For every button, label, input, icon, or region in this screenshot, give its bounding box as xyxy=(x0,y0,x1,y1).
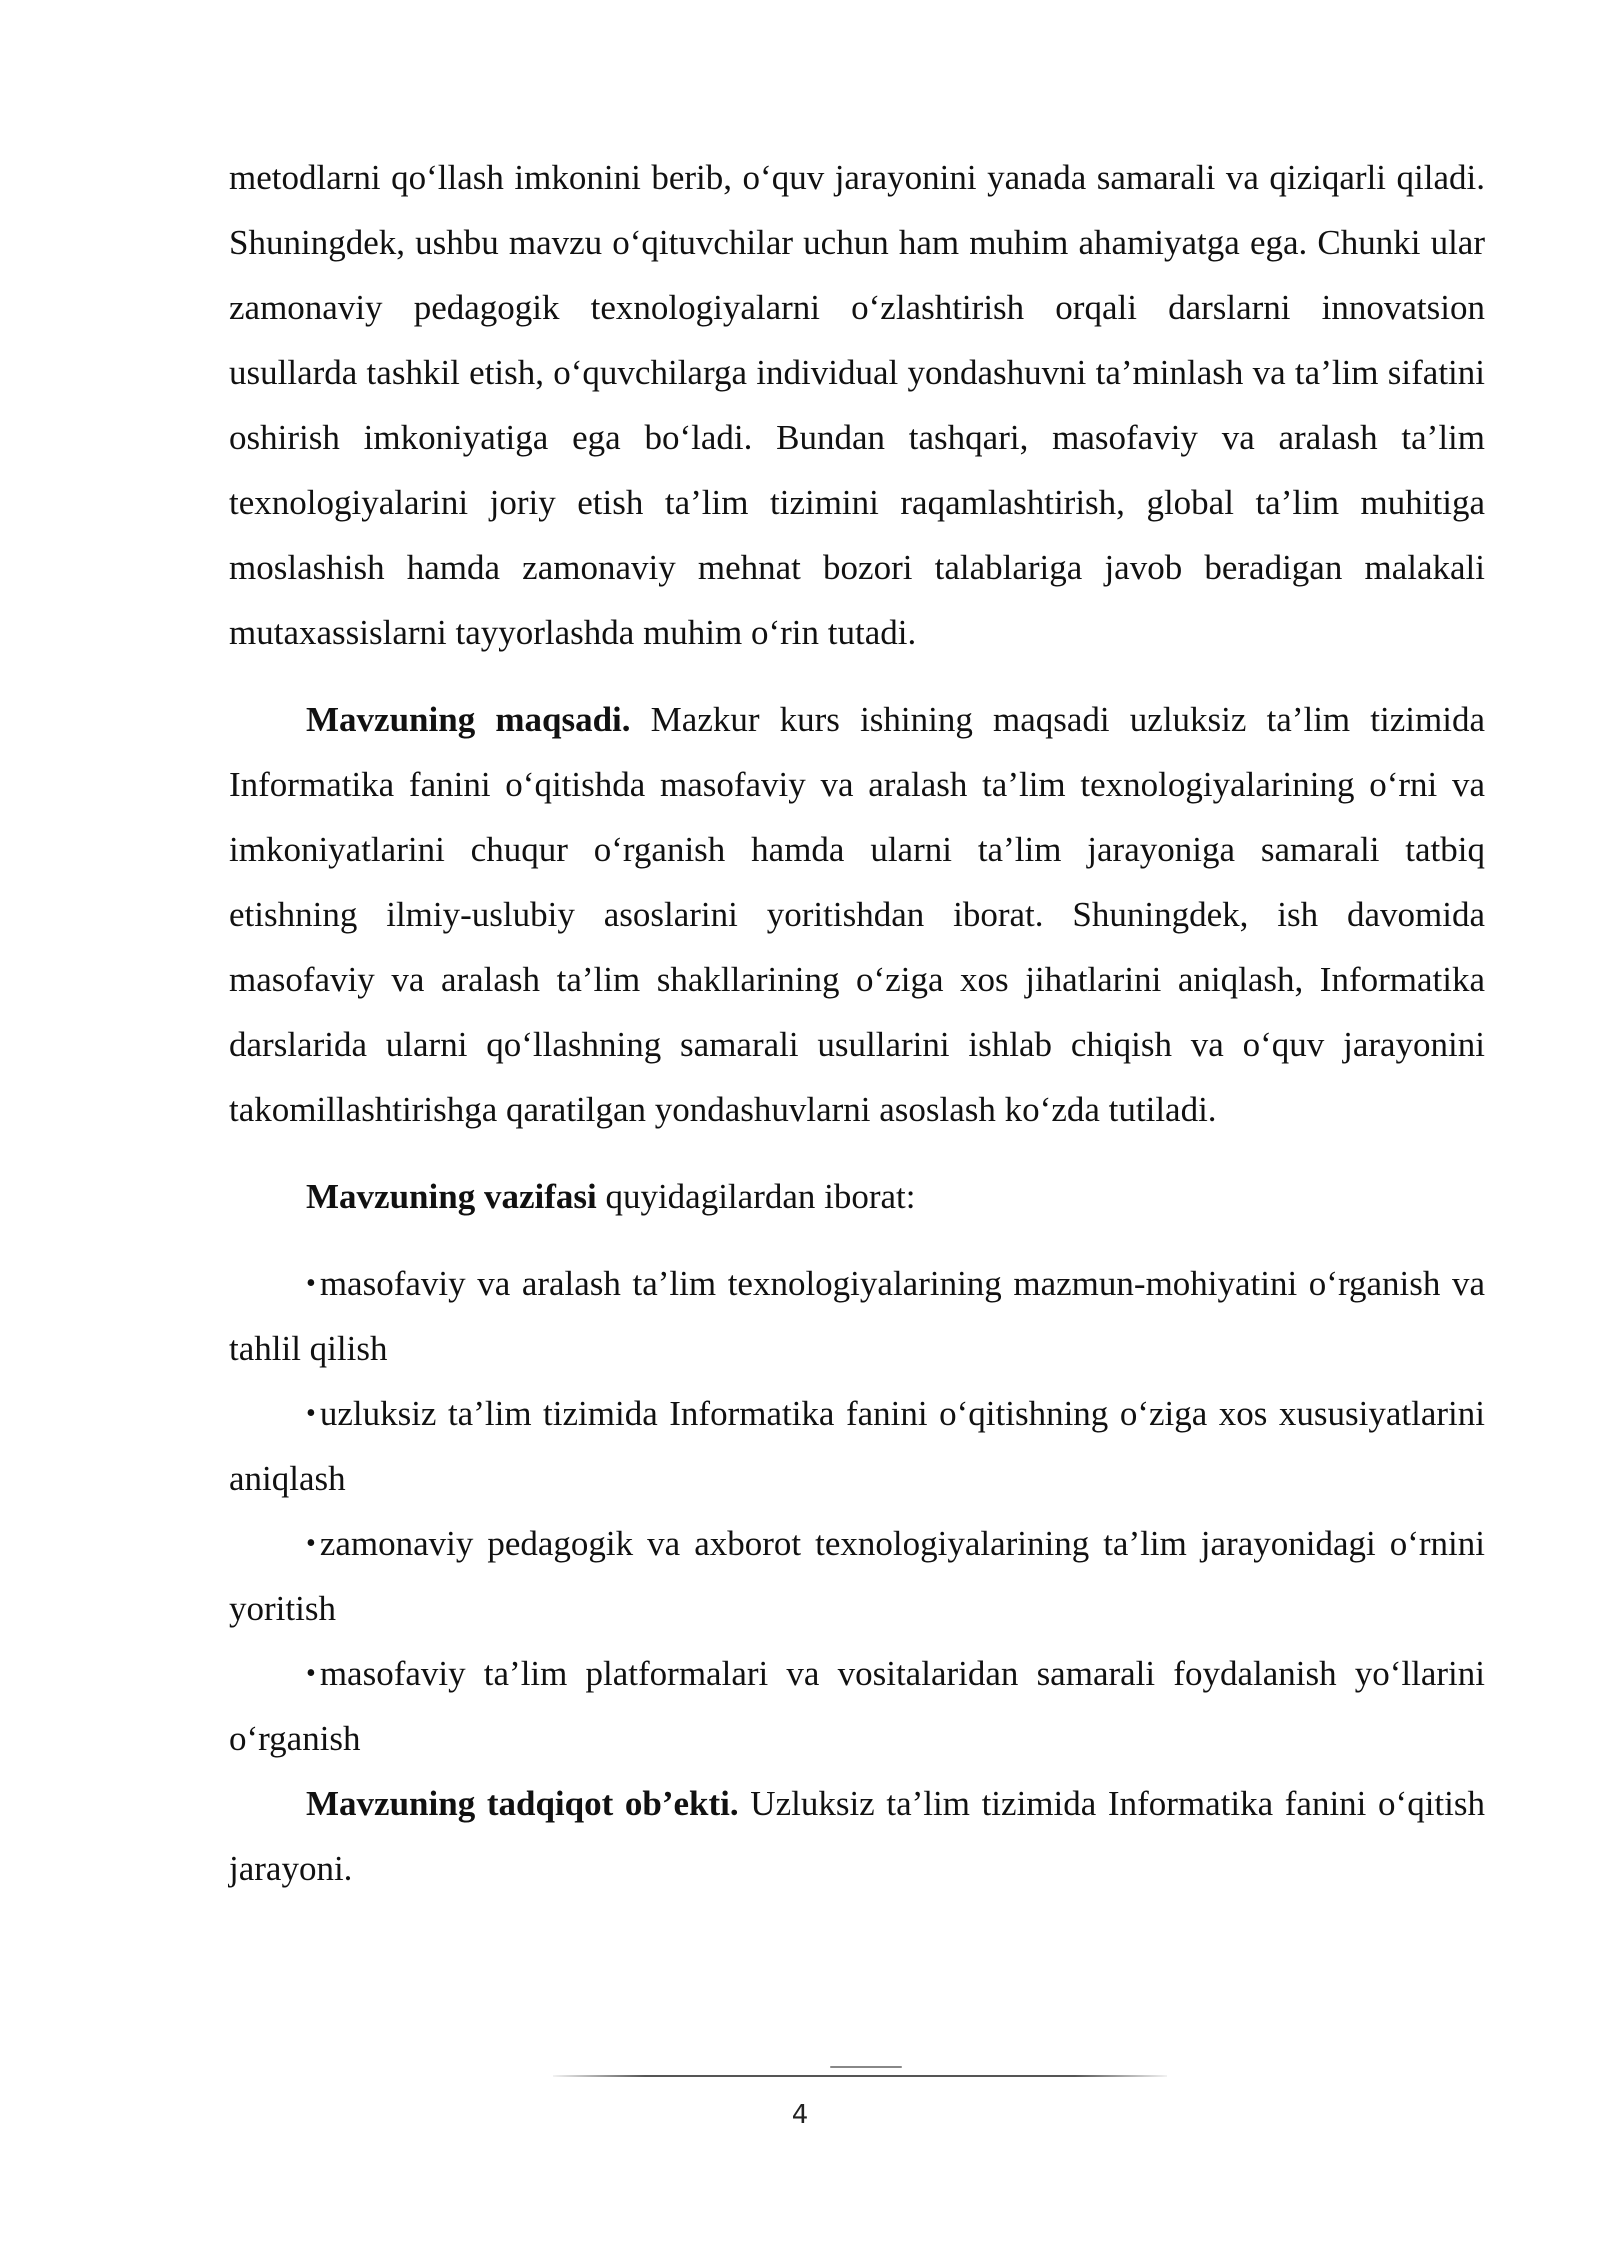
list-item xyxy=(229,1511,1485,1641)
footer-divider xyxy=(553,2075,1167,2077)
goal-text: Mazkur kurs ishining maqsadi uzluksiz ta’lim tizimida Informatika fanini o‘qitishda masofaviy va aralash ta’lim texnologiyalarining o‘rni va imkoniyatlarini chuqur o‘rganish hamda ularni ta’lim jarayoniga samarali tatbiq etishning ilmiy-uslubiy asoslarini yoritishdan iborat. Shuningdek, ish davomida masofaviy va aralash ta’lim shakllarining o‘ziga xos jihatlarini aniqlash, Informatika darslarida ularni qo‘llashning samarali usullarini ishlab chiqish va o‘quv jarayonini takomillashtirishga qaratilgan yondashuvlarni asoslash ko‘zda tutiladi. xyxy=(229,700,1485,1129)
bullet-icon: • xyxy=(306,1658,316,1689)
bullet-icon: • xyxy=(306,1398,316,1429)
object-text: Uzluksiz ta’lim tizimida Informatika fanini o‘qitish jarayoni. xyxy=(229,1784,1485,1888)
tasks-paragraph xyxy=(229,1164,1485,1229)
object-heading: Mavzuning tadqiqot ob’ekti. xyxy=(306,1784,739,1823)
object-paragraph xyxy=(229,1771,1485,1901)
goal-paragraph xyxy=(229,687,1485,1142)
goal-heading: Mavzuning maqsadi. xyxy=(306,700,631,739)
list-item xyxy=(229,1251,1485,1381)
page-number: 4 xyxy=(791,2100,809,2130)
list-item-text: masofaviy va aralash ta’lim texnologiyalarining mazmun-mohiyatini o‘rganish va tahlil qilish xyxy=(229,1264,1485,1368)
tasks-text: quyidagilardan iborat: xyxy=(596,1177,916,1216)
document-body xyxy=(229,145,1485,1901)
tasks-heading: Mavzuning vazifasi xyxy=(306,1177,597,1216)
bullet-icon: • xyxy=(306,1528,316,1559)
tasks-list xyxy=(229,1251,1485,1771)
bullet-icon: • xyxy=(306,1268,316,1299)
list-item xyxy=(229,1641,1485,1771)
list-item-text: uzluksiz ta’lim tizimida Informatika fanini o‘qitishning o‘ziga xos xususiyatlarini aniqlash xyxy=(229,1394,1485,1498)
list-item-text: masofaviy ta’lim platformalari va vositalaridan samarali foydalanish yo‘llarini o‘rganish xyxy=(229,1654,1485,1758)
footer-accent-line xyxy=(830,2066,902,2068)
list-item-text: zamonaviy pedagogik va axborot texnologiyalarining ta’lim jarayonidagi o‘rnini yoritish xyxy=(229,1524,1485,1628)
list-item xyxy=(229,1381,1485,1511)
intro-paragraph: metodlarni qo‘llash imkonini berib, o‘quv jarayonini yanada samarali va qiziqarli qiladi. Shuningdek, ushbu mavzu o‘qituvchilar uchun ham muhim ahamiyatga ega. Chunki ular zamonaviy pedagogik texnologiyalarni o‘zlashtirish orqali darslarni innovatsion usullarda tashkil etish, o‘quvchilarga individual yondashuvni ta’minlash va ta’lim sifatini oshirish imkoniyatiga ega bo‘ladi. Bundan tashqari, masofaviy va aralash ta’lim texnologiyalarini joriy etish ta’lim tizimini raqamlashtirish, global ta’lim muhitiga moslashish hamda zamonaviy mehnat bozori talablariga javob beradigan malakali mutaxassislarni tayyorlashda muhim o‘rin tutadi. xyxy=(229,158,1485,652)
